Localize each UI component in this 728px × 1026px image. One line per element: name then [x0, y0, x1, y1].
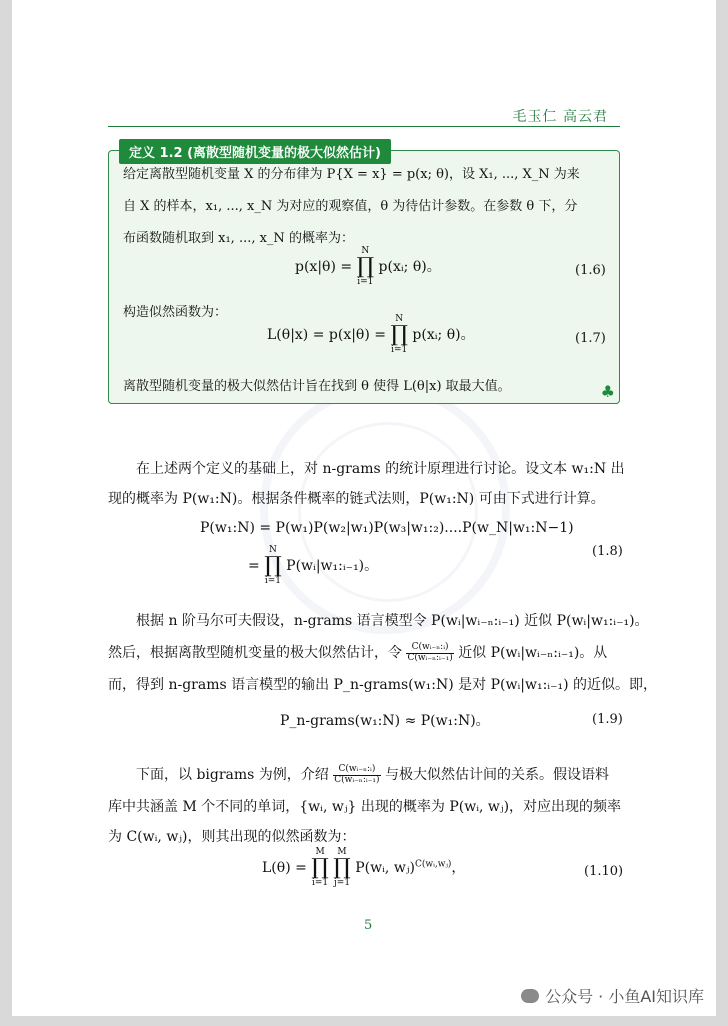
document-page [12, 0, 716, 1016]
product-symbol: N ∏ i=1 [390, 314, 408, 355]
product-symbol: M ∏ i=1 [311, 847, 329, 888]
def-line-1: 给定离散型随机变量 X 的分布律为 P{X = x} = p(x; θ)，设 X₁, ..., X_N 为来 [123, 167, 580, 182]
club-end-icon: ♣ [600, 382, 615, 401]
equation-1-7 [267, 315, 475, 355]
eq-number-1-9: (1.9) [592, 712, 623, 727]
eq1-lhs: p(x|θ) = [295, 259, 353, 275]
page-number: 5 [364, 918, 373, 933]
fraction-count: $\frac{\text{C(wᵢ₋ₙ:ᵢ)}}{\text{C(wᵢ₋ₙ:ᵢ₋₁)}}$ [407, 642, 453, 663]
para1-line1: 在上述两个定义的基础上，对 n-grams 的统计原理进行讨论。设文本 w₁:N 出 [136, 461, 625, 477]
eq2-lhs: L(θ|x) = p(x|θ) = [267, 327, 386, 343]
fraction-count: $\frac{\text{C(wᵢ₋ₙ:ᵢ)}}{\text{C(wᵢ₋ₙ:ᵢ₋₁)}}$ [334, 764, 380, 785]
product-symbol: N ∏ i=1 [356, 246, 375, 287]
eq2-rhs: p(xᵢ; θ)。 [412, 327, 475, 343]
eq1-rhs: p(xᵢ; θ)。 [378, 259, 441, 275]
header-rule [108, 126, 620, 127]
product-symbol: N ∏ i=1 [264, 545, 282, 586]
running-header: 毛玉仁 高云君 [512, 109, 608, 125]
def-line-4: 构造似然函数为： [123, 305, 228, 320]
equation-1-8-line2: = N ∏ i=1 P(wᵢ|w₁:ᵢ₋₁)。 [248, 545, 379, 586]
equation-1-6 [295, 247, 441, 287]
definition-box [108, 146, 620, 404]
university-seal-watermark [260, 384, 510, 634]
equation-1-8-line1: P(w₁:N) = P(w₁)P(w₂|w₁)P(w₃|w₁:₂)....P(w_N|w₁:N−1) [200, 520, 574, 536]
eq-number-1-7: (1.7) [575, 331, 606, 346]
equation-1-10: L(θ) = M ∏ i=1 M ∏ j=1 P(wᵢ, wⱼ)$^{C(wᵢ,wⱼ)}$， [262, 847, 466, 888]
para2-line1: 根据 n 阶马尔可夫假设，n-grams 语言模型令 P(wᵢ|wᵢ₋ₙ:ᵢ₋₁) 近似 P(wᵢ|w₁:ᵢ₋₁)。 [136, 613, 649, 629]
para2-line2: 然后，根据离散型随机变量的极大似然估计，令 $\frac{\text{C(wᵢ₋ₙ:ᵢ)}}{\text{C(wᵢ₋ₙ:ᵢ₋₁)}}$ 近似 P(wᵢ|wᵢ₋ₙ:ᵢ₋₁)。从 [108, 642, 608, 663]
para2-line3: 而，得到 n-grams 语言模型的输出 P_n-grams(w₁:N) 是对 P(wᵢ|w₁:ᵢ₋₁) 的近似。即， [108, 677, 658, 693]
eq-number-1-8: (1.8) [592, 544, 623, 559]
definition-title: 定义 1.2 (离散型随机变量的极大似然估计) [119, 139, 391, 164]
wechat-icon [521, 989, 539, 1003]
eq-number-1-10: (1.10) [584, 864, 624, 879]
product-symbol: M ∏ j=1 [333, 847, 351, 888]
para3-line2: 库中共涵盖 M 个不同的单词，{wᵢ, wⱼ} 出现的概率为 P(wᵢ, wⱼ)，对应出现的频率 [108, 799, 622, 815]
para3-line1: 下面，以 bigrams 为例，介绍 $\frac{\text{C(wᵢ₋ₙ:ᵢ)}}{\text{C(wᵢ₋ₙ:ᵢ₋₁)}}$ 与极大似然估计间的关系。假设语料 [136, 764, 609, 785]
def-line-5: 离散型随机变量的极大似然估计旨在找到 θ 使得 L(θ|x) 取最大值。 [123, 379, 511, 394]
def-line-3: 布函数随机取到 x₁, ..., x_N 的概率为： [123, 231, 354, 246]
def-line-2: 自 X 的样本，x₁, ..., x_N 为对应的观察值，θ 为待估计参数。在参数 θ 下，分 [123, 199, 578, 214]
wechat-watermark: 公众号 · 小鱼AI知识库 [521, 984, 704, 1007]
eq-number-1-6: (1.6) [575, 263, 606, 278]
para3-line3: 为 C(wᵢ, wⱼ)，则其出现的似然函数为： [108, 829, 356, 845]
para1-line2: 现的概率为 P(w₁:N)。根据条件概率的链式法则，P(w₁:N) 可由下式进行计算。 [108, 491, 605, 507]
equation-1-9: P_n-grams(w₁:N) ≈ P(w₁:N)。 [280, 713, 490, 729]
